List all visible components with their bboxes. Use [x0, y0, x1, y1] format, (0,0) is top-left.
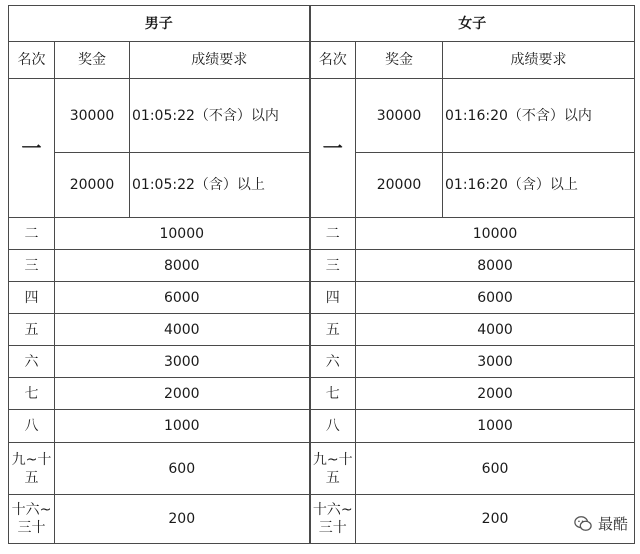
table-row [9, 346, 635, 378]
men-header: 男子 [9, 6, 310, 42]
men-rank-col-header: 名次 [9, 42, 55, 79]
women-rank: 五 [310, 314, 356, 346]
women-first-prize-b: 20000 [356, 153, 443, 218]
men-first-requirement-a: 01:05:22（不含）以内 [130, 79, 310, 153]
first-place-row-a [9, 79, 635, 153]
women-rank: 七 [310, 378, 356, 410]
women-prize: 1000 [356, 410, 635, 443]
prize-table [8, 5, 635, 544]
table-row [9, 378, 635, 410]
table-row [9, 282, 635, 314]
men-first-requirement-b: 01:05:22（含）以上 [130, 153, 310, 218]
women-prize: 3000 [356, 346, 635, 378]
men-rank-first: 一 [9, 79, 55, 218]
men-prize: 8000 [55, 250, 310, 282]
table-row [9, 314, 635, 346]
table-row [9, 250, 635, 282]
men-rank: 六 [9, 346, 55, 378]
men-prize: 6000 [55, 282, 310, 314]
women-prize: 8000 [356, 250, 635, 282]
women-prize: 2000 [356, 378, 635, 410]
women-header: 女子 [310, 6, 635, 42]
men-first-prize-b: 20000 [55, 153, 130, 218]
men-rank: 八 [9, 410, 55, 443]
column-header-row [9, 42, 635, 79]
gender-header-row [9, 6, 635, 42]
table-row [9, 410, 635, 443]
men-first-prize-a: 30000 [55, 79, 130, 153]
chat-bubble-icon [574, 515, 592, 533]
women-first-prize-a: 30000 [356, 79, 443, 153]
watermark-text: 最酷 [597, 515, 628, 533]
men-prize: 3000 [55, 346, 310, 378]
women-prize: 200 [356, 495, 635, 544]
men-prize: 10000 [55, 218, 310, 250]
men-prize: 2000 [55, 378, 310, 410]
men-prize: 600 [55, 443, 310, 495]
women-first-requirement-b: 01:16:20（含）以上 [443, 153, 635, 218]
women-rank: 三 [310, 250, 356, 282]
women-rank: 六 [310, 346, 356, 378]
men-requirement-col-header: 成绩要求 [130, 42, 310, 79]
women-first-requirement-a: 01:16:20（不含）以内 [443, 79, 635, 153]
men-prize: 1000 [55, 410, 310, 443]
men-rank: 十六~三十 [9, 495, 55, 544]
women-rank: 四 [310, 282, 356, 314]
women-prize: 4000 [356, 314, 635, 346]
watermark [574, 513, 628, 534]
women-rank: 九~十五 [310, 443, 356, 495]
women-prize: 600 [356, 443, 635, 495]
table-row [9, 495, 635, 544]
women-requirement-col-header: 成绩要求 [443, 42, 635, 79]
women-prize-col-header: 奖金 [356, 42, 443, 79]
men-rank: 四 [9, 282, 55, 314]
men-rank: 九~十五 [9, 443, 55, 495]
men-prize: 4000 [55, 314, 310, 346]
women-rank: 十六~三十 [310, 495, 356, 544]
women-rank: 八 [310, 410, 356, 443]
table-row [9, 218, 635, 250]
women-prize: 10000 [356, 218, 635, 250]
men-prize-col-header: 奖金 [55, 42, 130, 79]
men-rank: 二 [9, 218, 55, 250]
women-rank-first: 一 [310, 79, 356, 218]
women-prize: 6000 [356, 282, 635, 314]
table-row [9, 443, 635, 495]
women-rank-col-header: 名次 [310, 42, 356, 79]
men-rank: 五 [9, 314, 55, 346]
men-rank: 七 [9, 378, 55, 410]
men-rank: 三 [9, 250, 55, 282]
women-rank: 二 [310, 218, 356, 250]
men-prize: 200 [55, 495, 310, 544]
